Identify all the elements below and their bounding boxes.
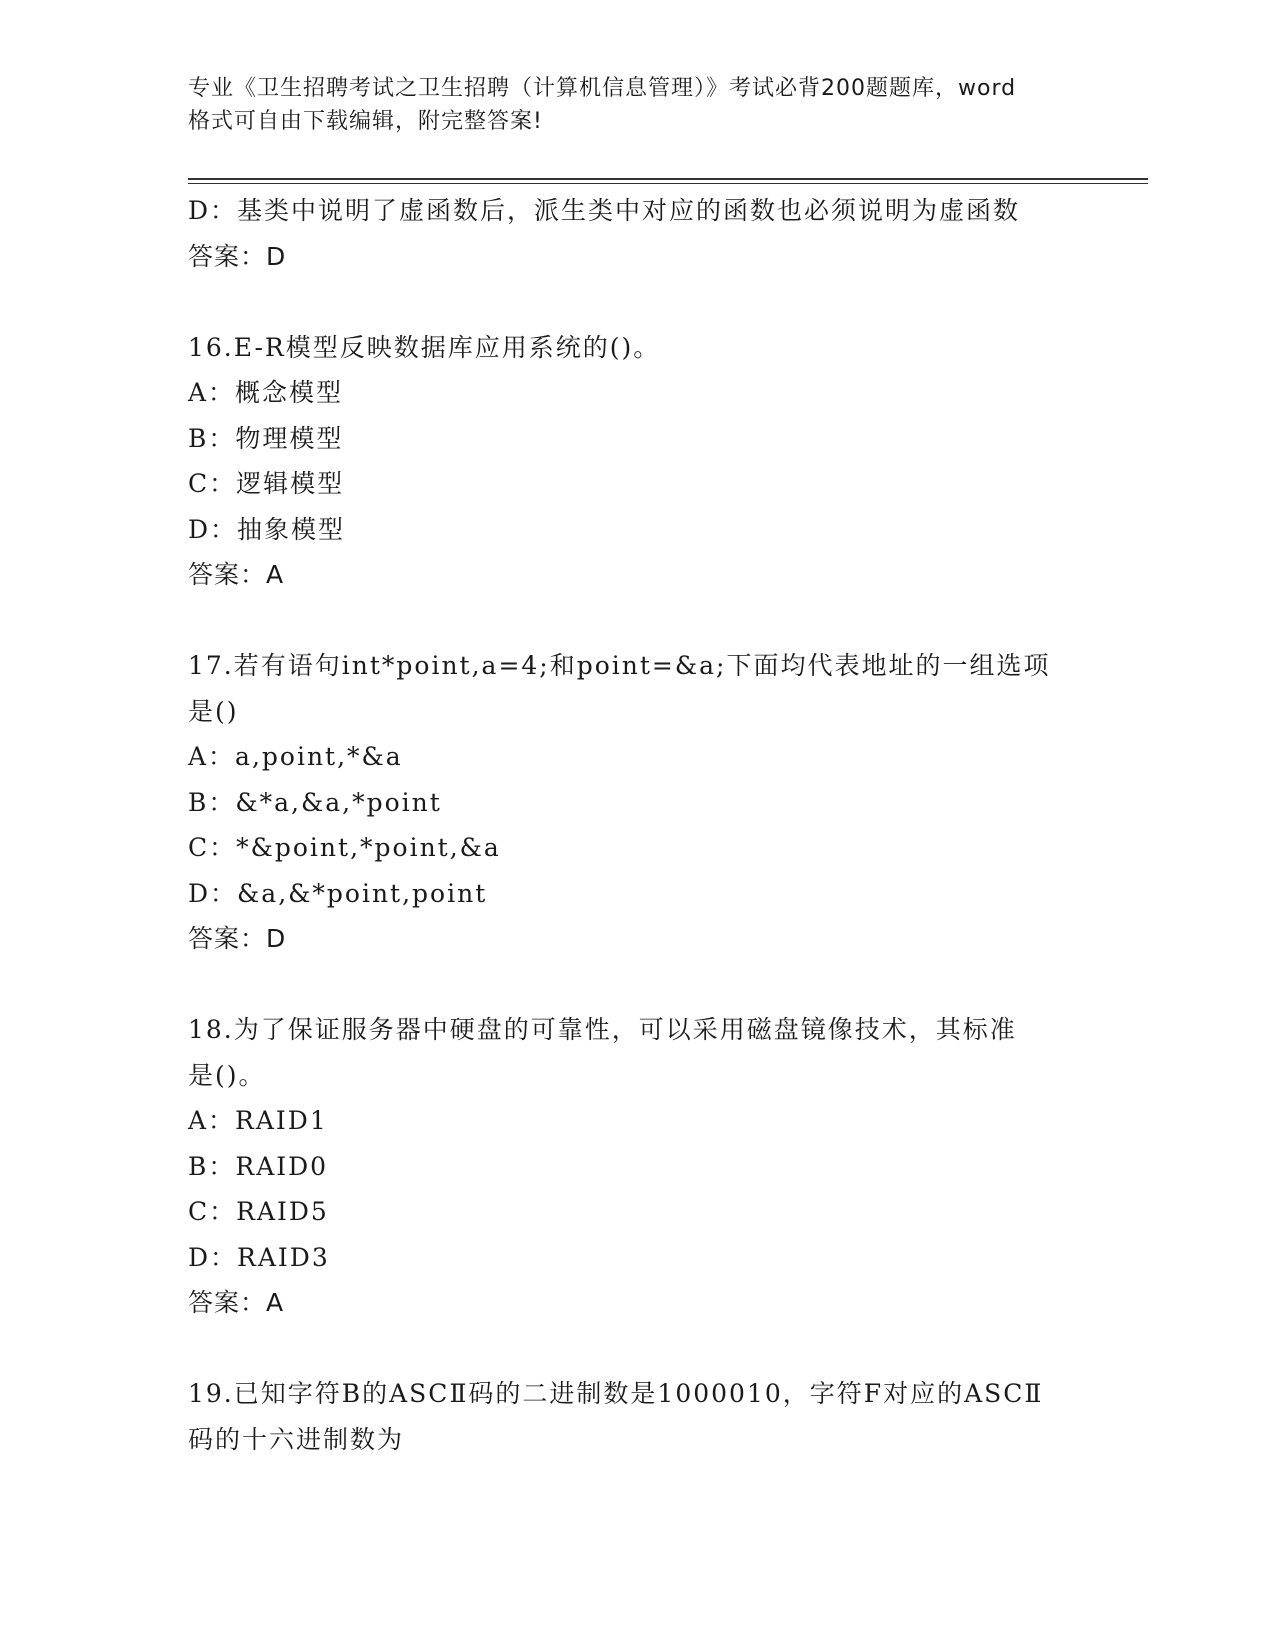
question-18-option-a: A：RAID1 <box>188 1106 328 1135</box>
question-18-text-line-2: 是()。 <box>188 1060 266 1090</box>
question-16-text: 16.E-R模型反映数据库应用系统的()。 <box>188 332 661 362</box>
question-18-option-d: D：RAID3 <box>188 1242 330 1272</box>
question-16-option-a: A：概念模型 <box>188 378 344 407</box>
question-19-text-line-1: 19.已知字符B的ASCⅡ码的二进制数是1000010，字符F对应的ASCⅡ <box>188 1379 1044 1408</box>
document-header <box>188 72 1088 138</box>
prev-option-d: D：基类中说明了虚函数后，派生类中对应的函数也必须说明为虚函数 <box>188 196 1021 225</box>
prev-answer: 答案：D <box>188 241 287 271</box>
question-18-option-c: C：RAID5 <box>188 1197 329 1226</box>
question-17-text-line-2: 是() <box>188 696 239 726</box>
question-16-answer: 答案：A <box>188 560 285 589</box>
question-18-option-b: B：RAID0 <box>188 1151 329 1181</box>
question-18-answer: 答案：A <box>188 1288 285 1317</box>
question-16-option-c: C：逻辑模型 <box>188 469 345 498</box>
header-divider-thick <box>188 178 1148 180</box>
spacer <box>188 279 1088 325</box>
header-line-2: 格式可自由下载编辑，附完整答案! <box>188 109 543 134</box>
question-18-text-line-1: 18.为了保证服务器中硬盘的可靠性，可以采用磁盘镜像技术，其标准 <box>188 1015 1017 1044</box>
header-divider-thin <box>188 183 1148 184</box>
spacer <box>188 1326 1088 1372</box>
question-17-answer: 答案：D <box>188 924 287 953</box>
spacer <box>188 598 1088 644</box>
question-16-option-d: D：抽象模型 <box>188 514 346 544</box>
question-17-option-c: C：*&point,*point,&a <box>188 833 501 862</box>
question-17-option-d: D：&a,&*point,point <box>188 878 488 908</box>
spacer <box>188 962 1088 1008</box>
header-line-1: 专业《卫生招聘考试之卫生招聘（计算机信息管理）》考试必背200题题库，word <box>188 76 1017 101</box>
question-list <box>188 188 1088 1462</box>
question-16-option-b: B：物理模型 <box>188 423 344 453</box>
question-17-option-b: B：&*a,&a,*point <box>188 787 442 817</box>
question-17-option-a: A：a,point,*&a <box>188 742 403 771</box>
question-17-text-line-1: 17.若有语句int*point,a=4;和point=&a;下面均代表地址的一组选项 <box>188 651 1051 680</box>
question-19-text-line-2: 码的十六进制数为 <box>188 1424 405 1454</box>
